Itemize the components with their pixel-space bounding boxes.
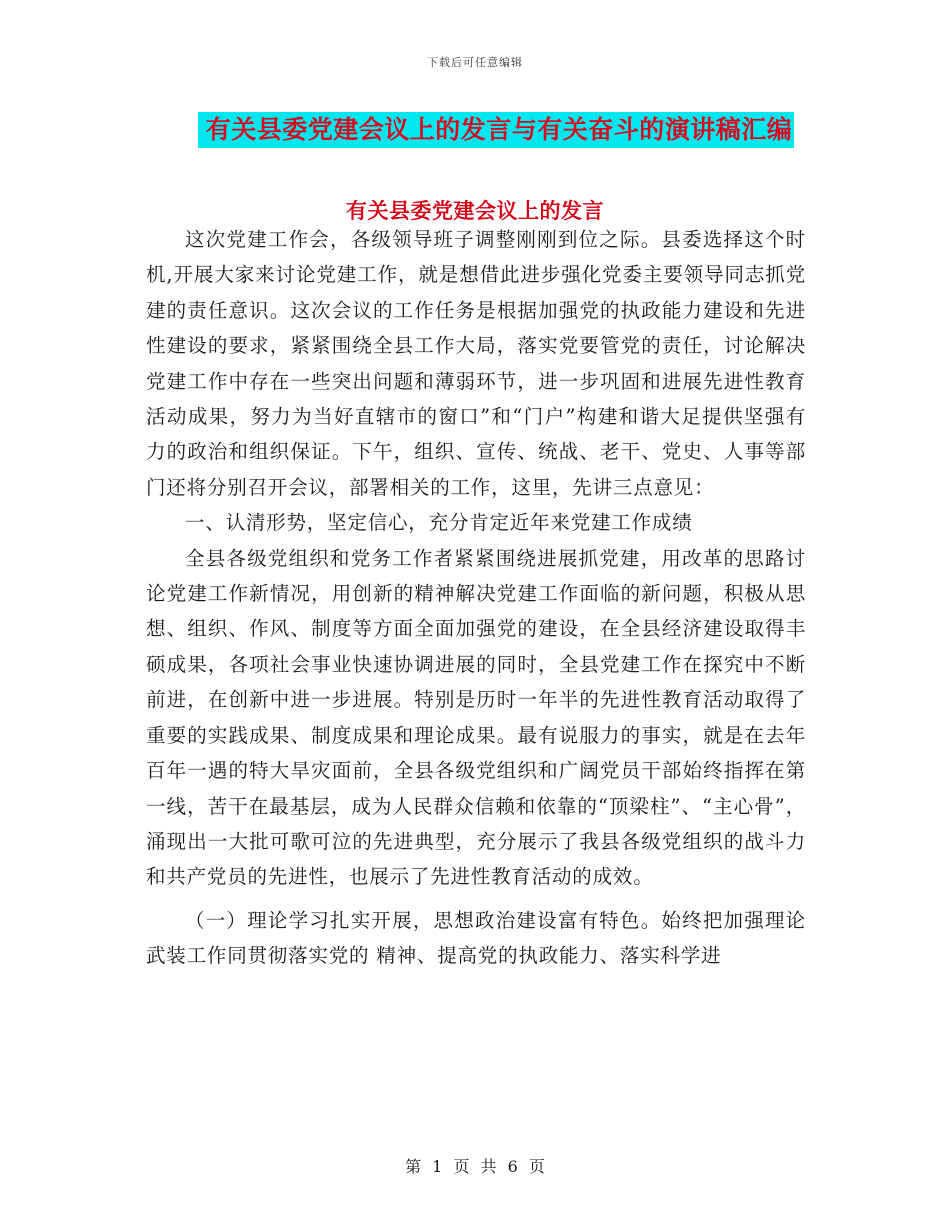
paragraph-intro: 这次党建工作会，各级领导班子调整刚刚到位之际。县委选择这个时机,开展大家来讨论党建工作，就是想借此进步强化党委主要领导同志抓党建的责任意识。这次会议的工作任务是根据加强党的执政能力建设和先进性建设的要求，紧紧围绕全县工作大局，落实党要管党的责任，讨论解决党建工作中存在一些突出问题和薄弱环节，进一步巩固和进展先进性教育活动成果，努力为当好直辖市的窗口”和“门户”构建和谐大足提供坚强有力的政治和组织保证。下午，组织、宣传、统战、老干、党史、人事等部门还将分别召开会议，部署相关的工作，这里，先讲三点意见： [146, 228, 806, 499]
document-title: 有关县委党建会议上的发言与有关奋斗的演讲稿汇编 [198, 112, 795, 148]
page-header-note: 下载后可任意编辑 [427, 56, 523, 69]
section-title: 有关县委党建会议上的发言 [346, 199, 604, 223]
page-number: 第 1 页 共 6 页 [405, 1157, 545, 1176]
paragraph-achievements: 全县各级党组织和党务工作者紧紧围绕进展抓党建，用改革的思路讨论党建工作新情况，用创新的精神解决党建工作面临的新问题，积极从思想、组织、作风、制度等方面全面加强党的建设，在全县经济建设取得丰硕成果，各项社会事业快速协调进展的同时，全县党建工作在探究中不断前进，在创新中进一步进展。特别是历时一年半的先进性教育活动取得了重要的实践成果、制度成果和理论成果。最有说服力的事实，就是在去年百年一遇的特大旱灾面前，全县各级党组织和广阔党员干部始终指挥在第一线，苦干在最基层，成为人民群众信赖和依靠的“顶梁柱”、“主心骨”，涌现出一大批可歌可泣的先进典型，充分展示了我县各级党组织的战斗力和共产党员的先进性，也展示了先进性教育活动的成效。 [146, 546, 806, 889]
paragraph-theory-study: （一）理论学习扎实开展，思想政治建设富有特色。始终把加强理论武装工作同贯彻落实党的 精神、提高党的执政能力、落实科学进 [146, 908, 806, 968]
document-body [146, 222, 806, 974]
document-title-container [0, 112, 950, 148]
paragraph-heading-one: 一、认清形势，坚定信心，充分肯定近年来党建工作成绩 [185, 511, 693, 535]
